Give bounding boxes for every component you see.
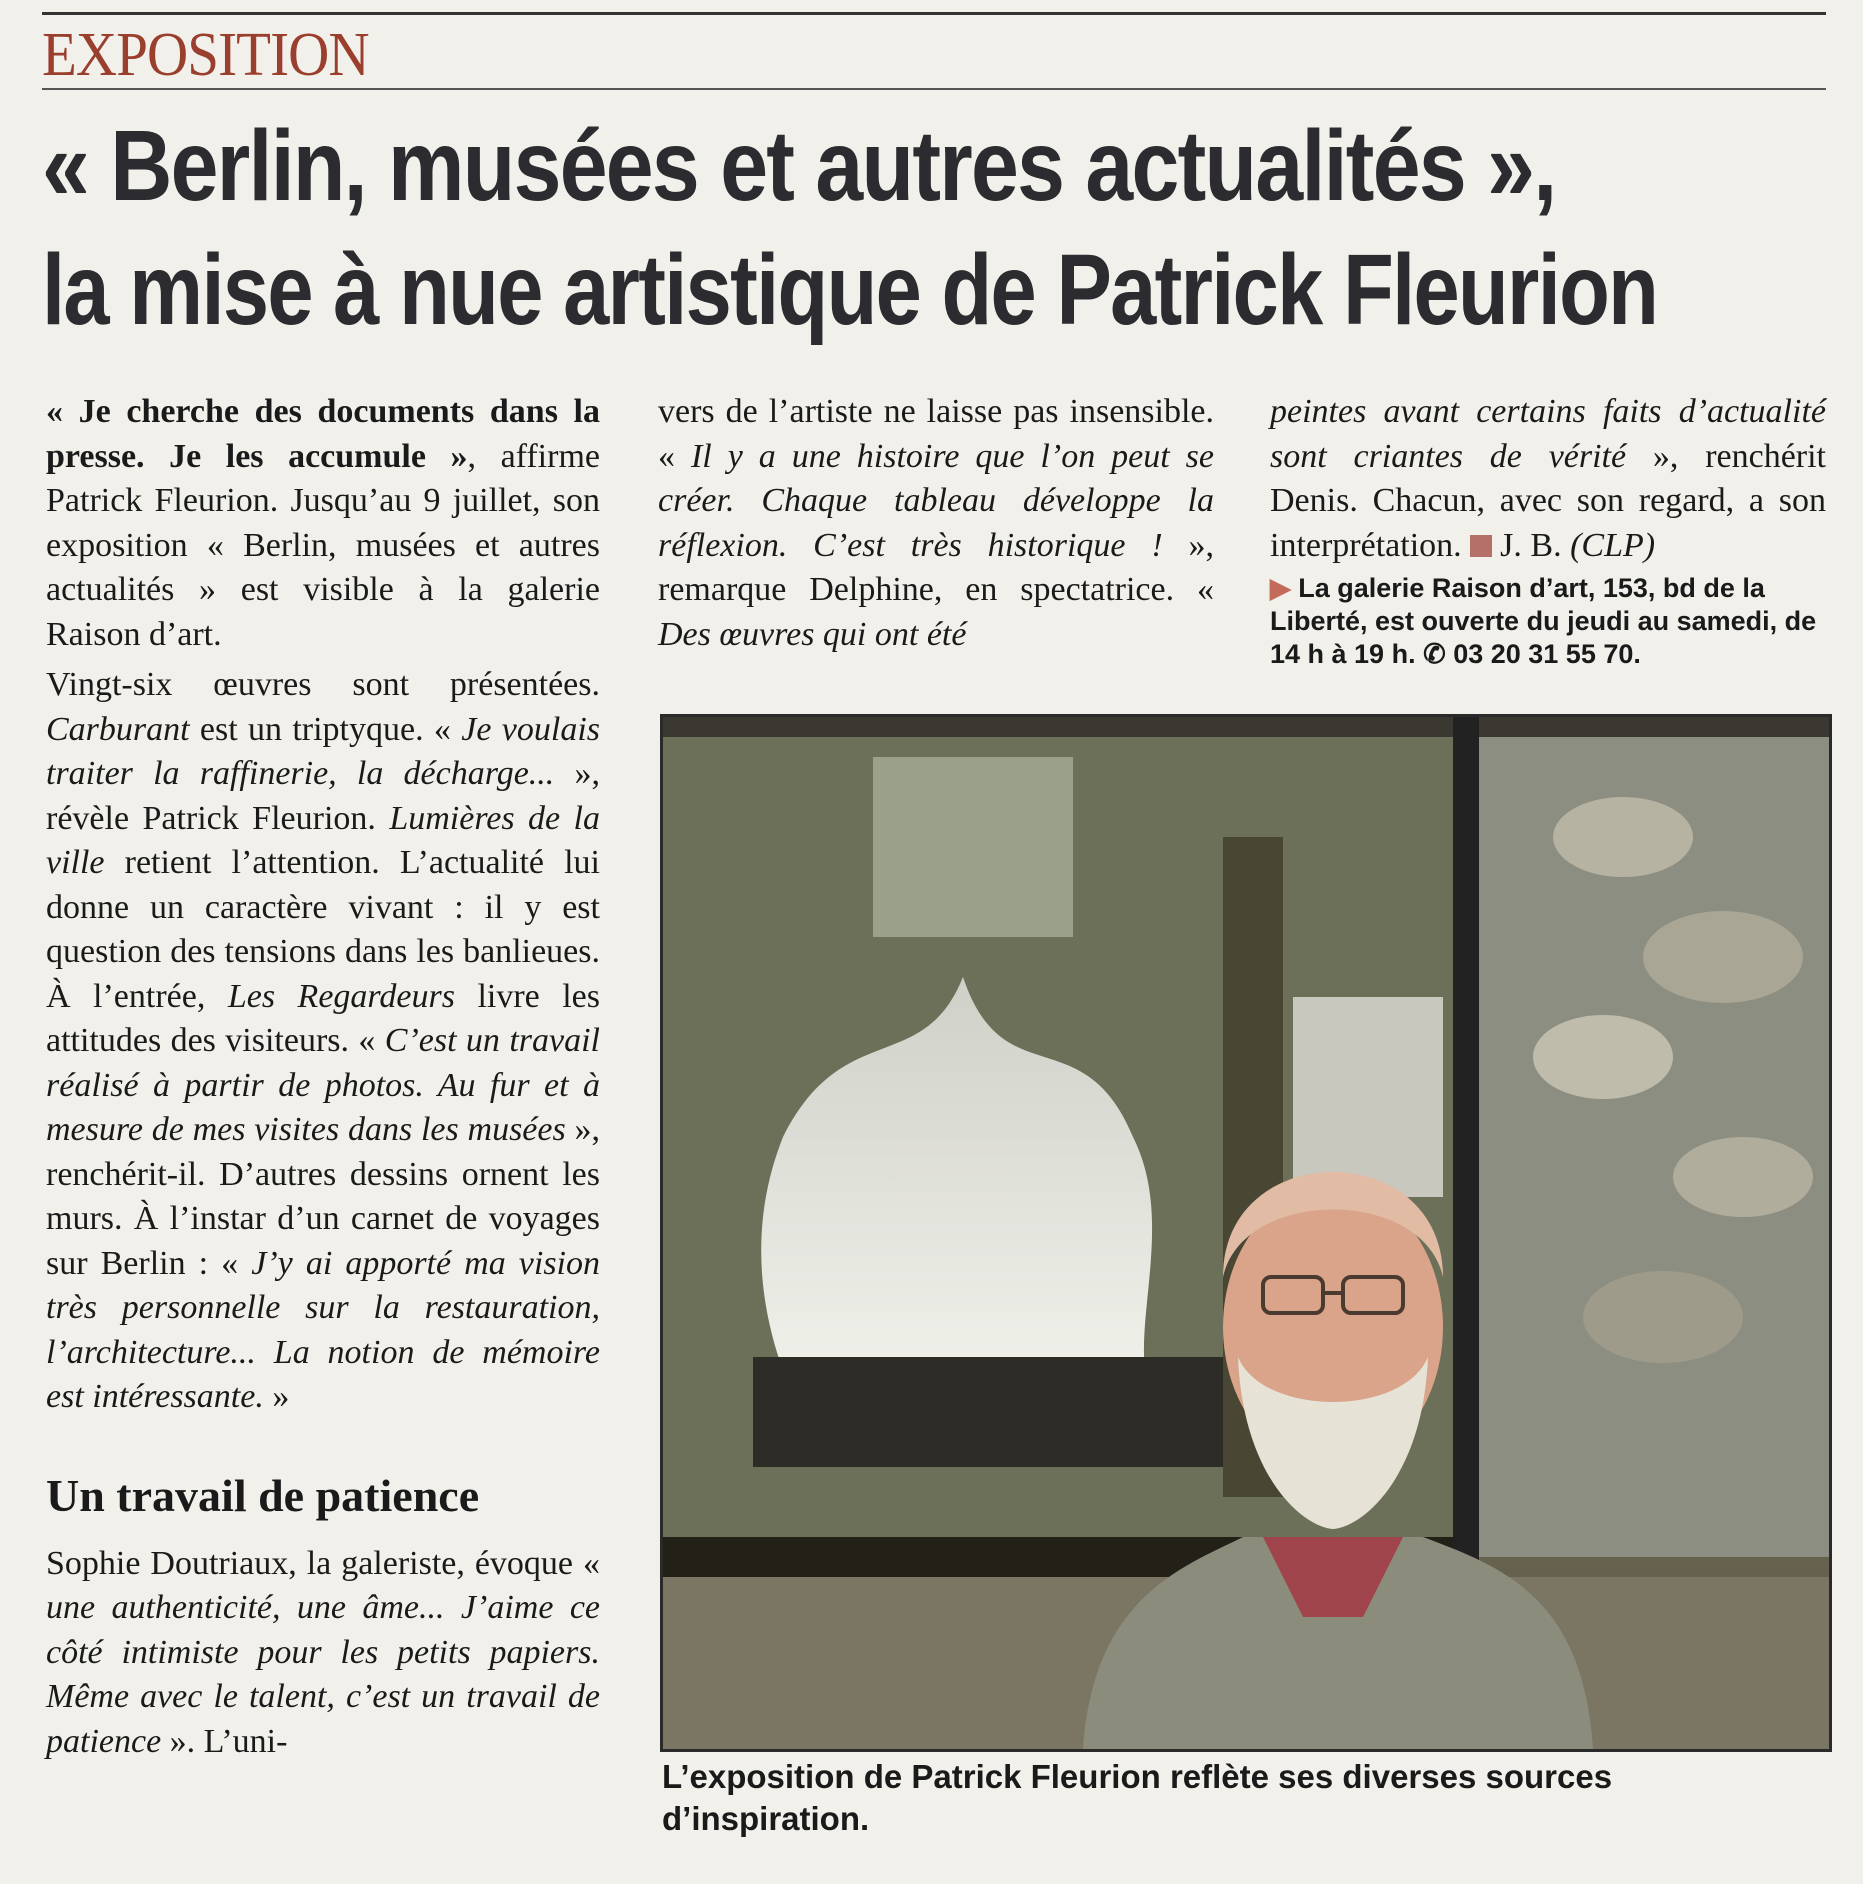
- quote-run: Je voulais traiter la raffinerie, la décharge...: [46, 710, 600, 792]
- article-photo: [660, 714, 1832, 1752]
- quote-run: Il y a une histoire que l’on peut se créer. Chaque tableau développe la réflexion. C’est très historique !: [658, 437, 1214, 564]
- headline-line-2: la mise à nue artistique de Patrick Fleurion: [42, 234, 1658, 346]
- article-column-1: [46, 390, 600, 1764]
- photo-illustration: [663, 717, 1829, 1749]
- article-column-2: [658, 390, 1214, 657]
- quote-run: Des œuvres qui ont été: [658, 615, 967, 653]
- intro-text: , affirme Patrick Fleurion. Jusqu’au 9 juillet, son exposition « Berlin, musées et autres actualités » est visible à la galerie Raison d’art.: [46, 437, 600, 653]
- text-run: vers de l’artiste ne laisse pas insensible. «: [658, 393, 1214, 475]
- paragraph-intro: [46, 390, 600, 657]
- gallery-info: [1270, 572, 1826, 671]
- work-title: Lumières de la ville: [46, 799, 600, 881]
- paragraph-conclusion: [1270, 390, 1826, 568]
- text-run: retient l’attention. L’actualité lui donne un caractère vivant : il y est question des tensions dans les banlieues. À l’entrée,: [46, 844, 600, 1015]
- text-run: », renchérit Denis. Chacun, avec son regard, a son interprétation.: [1270, 437, 1826, 564]
- text-run: », remarque Delphine, en spectatrice. «: [658, 526, 1215, 608]
- paragraph-continued: [658, 390, 1214, 657]
- text-run: livre les attitudes des visiteurs. «: [46, 977, 600, 1059]
- headline: [42, 104, 1832, 352]
- arrow-icon: ▶: [1270, 573, 1291, 603]
- photo-caption: L’exposition de Patrick Fleurion reflète ses diverses sources d’inspiration.: [662, 1758, 1613, 1837]
- gallery-info-text: La galerie Raison d’art, 153, bd de la Liberté, est ouverte du jeudi au samedi, de 14 h à 19 h. ✆ 03 20 31 55 70.: [1270, 573, 1817, 669]
- section-kicker: [42, 22, 1826, 90]
- quote-run: C’est un travail réalisé à partir de photos. Au fur et à mesure de mes visites dans les musées: [46, 1022, 600, 1148]
- text-run: Sophie Doutriaux, la galeriste, évoque «: [46, 1544, 600, 1582]
- signature: J. B.: [1500, 526, 1571, 564]
- paragraph-works: [46, 663, 600, 1420]
- quote-run: J’y ai apporté ma vision très personnelle sur la restauration, l’architecture... La notion de mémoire est intéressante.: [46, 1244, 600, 1415]
- text-run: est un triptyque. «: [189, 710, 462, 748]
- work-title: Les Regardeurs: [227, 977, 455, 1015]
- intro-quote: « Je cherche des documents dans la presse. Je les accumule »: [46, 393, 600, 475]
- work-title: Carburant: [46, 710, 190, 748]
- text-run: », révèle Patrick Fleurion.: [46, 755, 601, 837]
- headline-line-1: « Berlin, musées et autres actualités »,: [42, 110, 1556, 222]
- signature-agency: (CLP): [1570, 526, 1656, 564]
- text-run: Vingt-six œuvres sont présentées.: [46, 666, 600, 703]
- end-square-icon: [1470, 535, 1492, 557]
- text-run: »: [263, 1378, 290, 1415]
- quote-run: une authenticité, une âme... J’aime ce côté intimiste pour les petits papiers. Même avec le talent, c’est un travail de patience: [46, 1589, 600, 1760]
- subheading: Un travail de patience: [46, 1469, 480, 1521]
- kicker-text: EXPOSITION: [42, 21, 369, 89]
- paragraph-galeriste: [46, 1542, 600, 1765]
- text-run: ». L’uni-: [161, 1722, 288, 1760]
- article-column-3: [1270, 390, 1826, 671]
- quote-run: peintes avant certains faits d’actualité sont criantes de vérité: [1270, 393, 1826, 475]
- text-run: », renchérit-il. D’autres dessins ornent les murs. À l’instar d’un carnet de voyages sur Berlin : «: [46, 1111, 601, 1282]
- top-rule: [42, 12, 1826, 15]
